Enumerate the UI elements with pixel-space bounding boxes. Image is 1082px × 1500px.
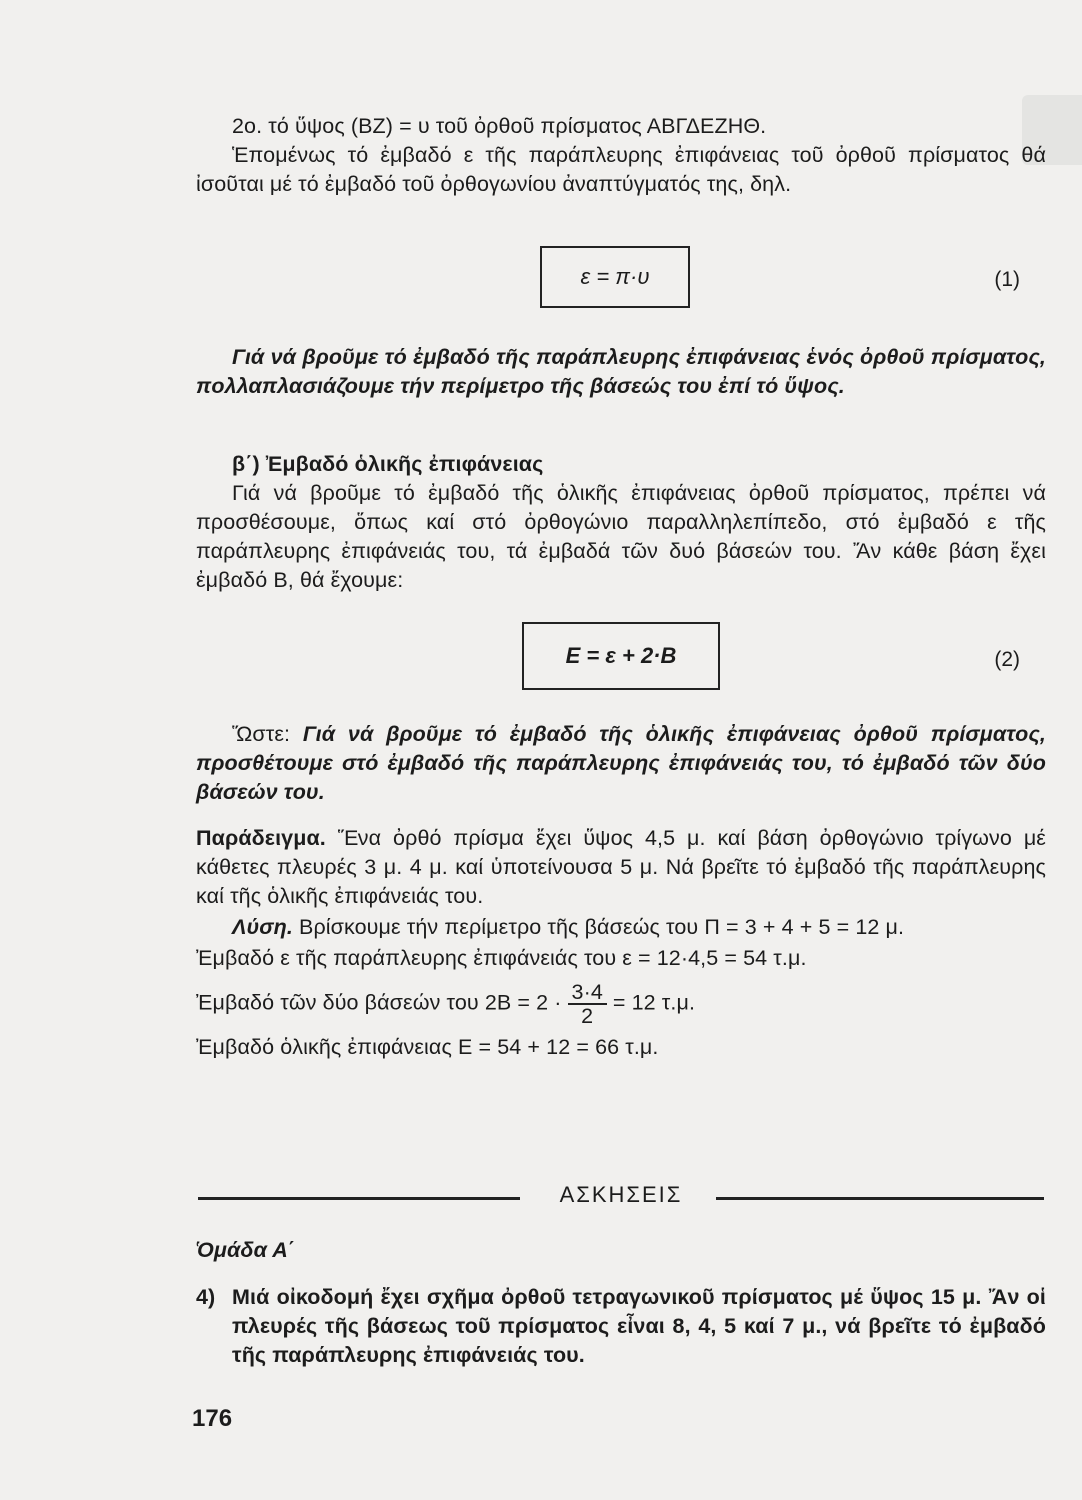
section-b-heading: β΄) Ἐμβαδό ὁλικῆς ἐπιφάνειας — [232, 452, 544, 476]
exercise-4 — [196, 1283, 1046, 1370]
formula-1-box — [540, 246, 690, 308]
rule-1: Γιά νά βροῦμε τό ἐμβαδό τῆς παράπλευρης ἐπιφάνειας ἑνός ὀρθοῦ πρίσματος, πολλαπλασιάζουμε τήν περίμετρο τῆς βάσεώς του ἐπί τό ὕψος. — [196, 345, 1046, 398]
solution-line-3: Ἐμβαδό ὁλικῆς ἐπιφάνειας Ε = 54 + 12 = 66 τ.μ. — [196, 1035, 659, 1059]
formula-1-row — [196, 246, 1046, 306]
rule-1-block — [196, 343, 1046, 401]
solution-line-2-suffix: = 12 τ.μ. — [612, 990, 696, 1015]
formula-2-row — [196, 622, 1046, 682]
exercises-block — [196, 1236, 1046, 1370]
exercises-header — [196, 1180, 1046, 1214]
group-label: Ὁμάδα Α΄ — [196, 1238, 296, 1262]
formula-1: ε = π·υ — [580, 264, 650, 289]
rule-2-block — [196, 720, 1046, 807]
solution-line-2 — [196, 981, 1046, 1027]
total-area-block — [196, 450, 1046, 595]
formula-2-box — [522, 622, 720, 690]
exercise-4-number: 4) — [196, 1285, 216, 1309]
exercise-4-text: Μιά οἰκοδομή ἔχει σχῆμα ὀρθοῦ τετραγωνικοῦ πρίσματος μέ ὕψος 15 μ. Ἄν οἱ πλευρές τῆς βάσεως τοῦ πρίσματος εἶναι 8, 4, 5 καί 7 μ., νά βρεῖτε τό ἐμβαδό τῆς παράπλευρης ἐπιφάνειάς του. — [232, 1285, 1046, 1367]
rule-2: Γιά νά βροῦμε τό ἐμβαδό τῆς ὁλικῆς ἐπιφάνειας ὀρθοῦ πρίσματος, προσθέτουμε στό ἐμβαδό τῆς παράπλευρης ἐπιφάνειάς του, τό ἐμβαδό τῶν δύο βάσεών του. — [196, 722, 1046, 804]
rule-2-prefix: Ὥστε: — [232, 722, 303, 746]
solution-fraction — [568, 981, 607, 1027]
example-block — [196, 824, 1046, 1062]
fraction-denominator: 2 — [581, 1004, 594, 1028]
solution-line-2-prefix: Ἐμβαδό τῶν δύο βάσεών του 2Β = 2 · — [196, 990, 562, 1015]
fraction-numerator: 3·4 — [568, 981, 607, 1005]
formula-1-number: (1) — [994, 268, 1020, 291]
formula-2: Ε = ε + 2·Β — [565, 643, 677, 668]
example-label: Παράδειγμα. — [196, 826, 326, 850]
example-text: Ἕνα ὀρθό πρίσμα ἔχει ὕψος 4,5 μ. καί βάση ὀρθογώνιο τρίγωνο μέ κάθετες πλευρές 3 μ. 4 μ. καί ὑποτείνουσα 5 μ. Νά βρεῖτε τό ἐμβαδό τῆς παράπλευρης καί τῆς ὁλικῆς ἐπιφάνειάς του. — [196, 826, 1046, 908]
height-line: 2ο. τό ὕψος (ΒΖ) = υ τοῦ ὀρθοῦ πρίσματος ΑΒΓΔΕΖΗΘ. — [232, 114, 767, 138]
solution-line-1: Ἐμβαδό ε τῆς παράπλευρης ἐπιφάνειάς του ε = 12·4,5 = 54 τ.μ. — [196, 946, 807, 970]
page-number: 176 — [192, 1405, 233, 1432]
solution-label: Λύση. — [232, 915, 293, 939]
formula-2-number: (2) — [994, 648, 1020, 671]
header-rule-right — [716, 1197, 1044, 1200]
consequence-paragraph: Ἑπομένως τό ἐμβαδό ε τῆς παράπλευρης ἐπιφάνειας τοῦ ὀρθοῦ πρίσματος θά ἰσοῦται μέ τό ἐμβαδό τοῦ ὀρθογωνίου ἀναπτύγματός της, δηλ. — [196, 143, 1046, 196]
total-area-paragraph: Γιά νά βροῦμε τό ἐμβαδό τῆς ὁλικῆς ἐπιφάνειας ὀρθοῦ πρίσματος, πρέπει νά προσθέσουμε, ὅπως καί στό ὀρθογώνιο παραλληλεπίπεδο, στό ἐμβαδό ε τῆς παράπλευρης ἐπιφάνειάς του, τά ἐμβαδά τῶν δυό βάσεών του. Ἄν κάθε βάση ἔχει ἐμβαδό Β, θά ἔχουμε: — [196, 481, 1046, 592]
exercises-title: ΑΣΚΗΣΕΙΣ — [559, 1182, 683, 1207]
solution-text: Βρίσκουμε τήν περίμετρο τῆς βάσεώς του Π = 3 + 4 + 5 = 12 μ. — [292, 915, 905, 939]
intro-block — [196, 112, 1046, 199]
